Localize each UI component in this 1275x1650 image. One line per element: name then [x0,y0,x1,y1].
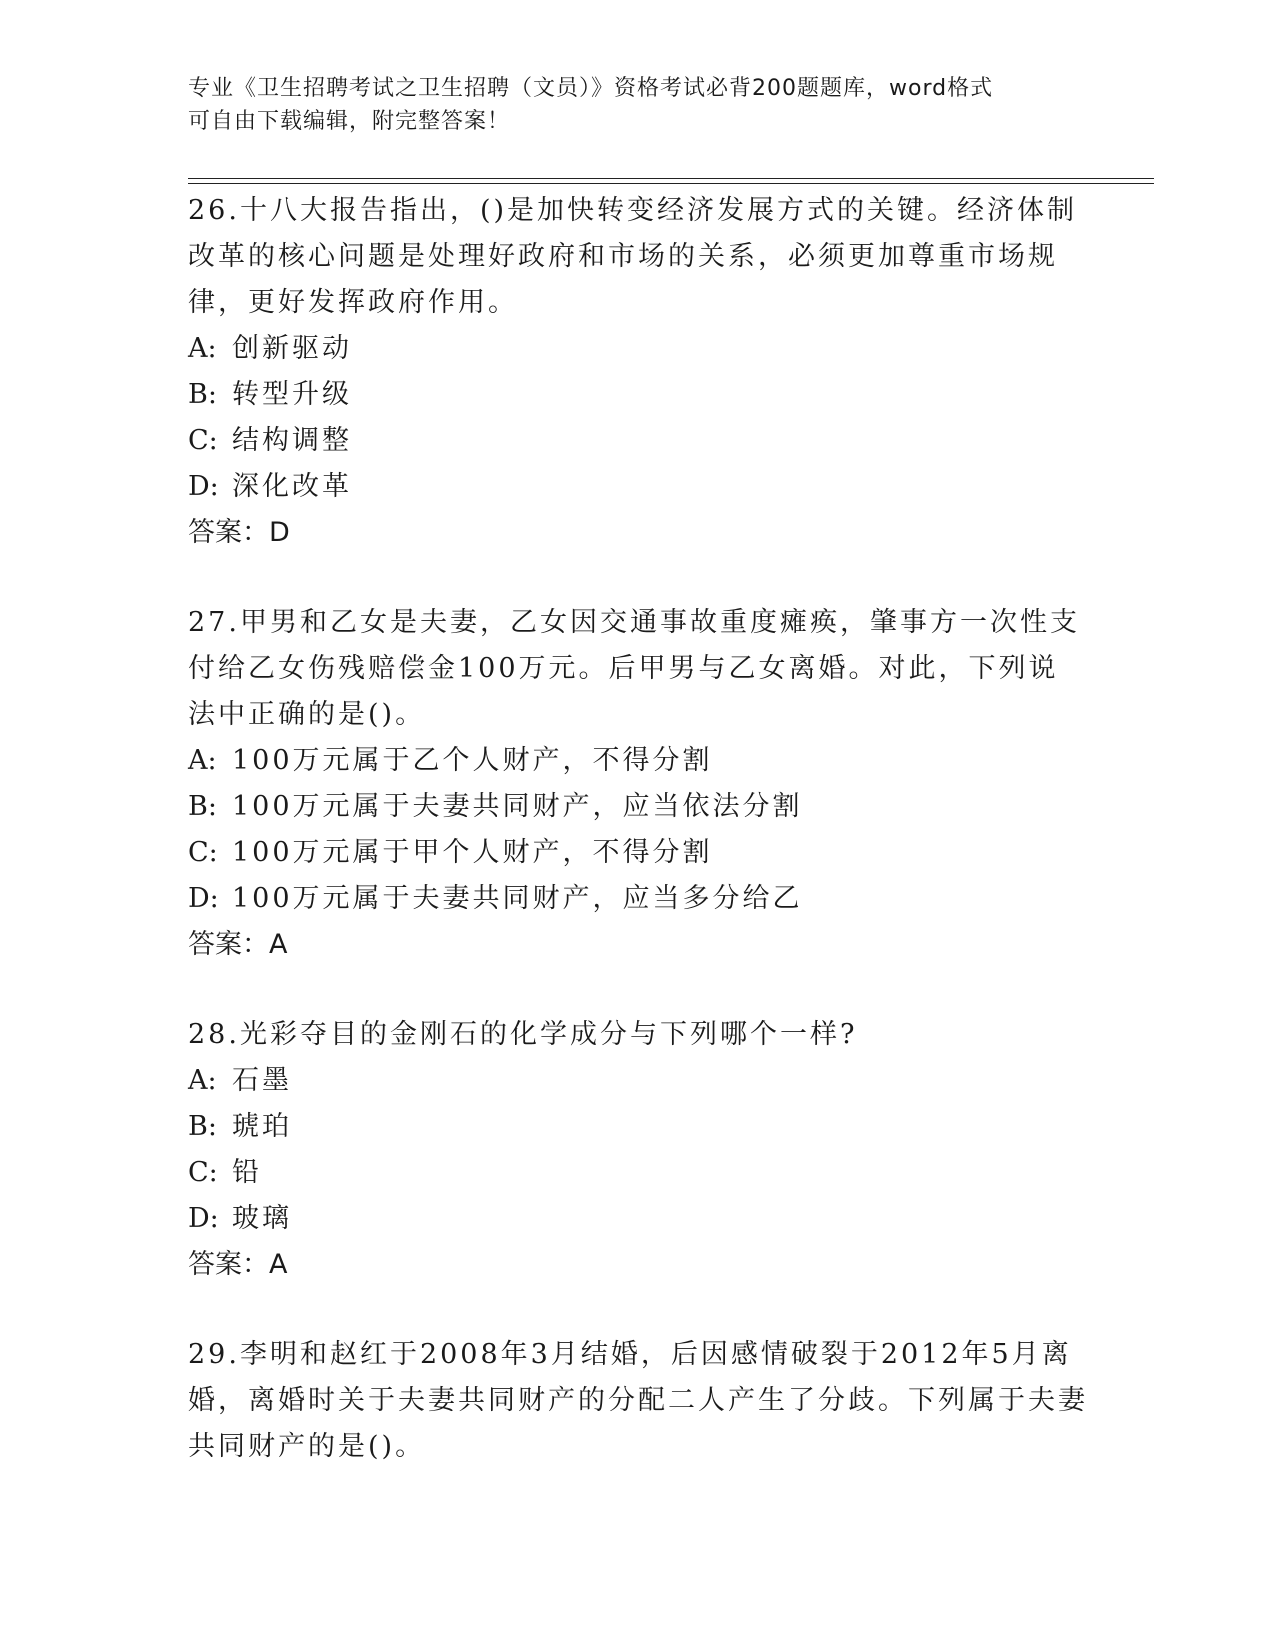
question-list [188,188,1088,1514]
option-text: 100万元属于夫妻共同财产，应当依法分割 [232,791,803,822]
option-a [188,326,1088,372]
option-text: 深化改革 [232,471,352,502]
answer-label: 答案：A [188,929,288,960]
option-text: 铅 [232,1157,262,1188]
option-letter: D: [188,883,219,914]
answer-label: 答案：D [188,517,290,548]
option-letter: D: [188,471,219,502]
option-letter: A: [188,1065,217,1096]
option-d [188,464,1088,510]
option-a [188,738,1088,784]
option-b [188,1104,1088,1150]
option-d [188,1196,1088,1242]
option-b [188,784,1088,830]
option-text: 100万元属于乙个人财产，不得分割 [232,745,713,776]
question-text: 26.十八大报告指出，()是加快转变经济发展方式的关键。经济体制改革的核心问题是处理好政府和市场的关系，必须更加尊重市场规律，更好发挥政府作用。 [188,195,1078,318]
answer-label: 答案：A [188,1249,288,1280]
option-letter: A: [188,745,217,776]
option-c [188,830,1088,876]
option-text: 石墨 [232,1065,292,1096]
option-letter: B: [188,379,217,410]
document-header [188,72,1068,138]
question-text: 29.李明和赵红于2008年3月结婚，后因感情破裂于2012年5月离婚，离婚时关于夫妻共同财产的分配二人产生了分歧。下列属于夫妻共同财产的是()。 [188,1339,1088,1462]
option-text: 结构调整 [232,425,352,456]
option-c [188,418,1088,464]
option-text: 琥珀 [232,1111,292,1142]
option-a [188,1058,1088,1104]
option-letter: C: [188,425,218,456]
question-text: 28.光彩夺目的金刚石的化学成分与下列哪个一样? [188,1019,858,1050]
option-text: 玻璃 [232,1203,292,1234]
header-line-1: 专业《卫生招聘考试之卫生招聘（文员）》资格考试必背200题题库，word格式 [188,76,994,101]
option-letter: B: [188,791,217,822]
option-letter: C: [188,1157,218,1188]
option-text: 100万元属于夫妻共同财产，应当多分给乙 [232,883,803,914]
question-29 [188,1332,1088,1470]
question-text: 27.甲男和乙女是夫妻，乙女因交通事故重度瘫痪，肇事方一次性支付给乙女伤残赔偿金100万元。后甲男与乙女离婚。对此，下列说法中正确的是()。 [188,607,1080,730]
option-text: 100万元属于甲个人财产，不得分割 [232,837,713,868]
header-line-2: 可自由下载编辑，附完整答案！ [188,109,511,134]
option-text: 转型升级 [232,379,352,410]
header-divider-bottom [188,183,1154,184]
option-letter: D: [188,1203,219,1234]
option-letter: C: [188,837,218,868]
question-28 [188,1012,1088,1288]
option-d [188,876,1088,922]
option-c [188,1150,1088,1196]
question-26 [188,188,1088,556]
header-divider-top [188,178,1154,179]
question-27 [188,600,1088,968]
option-text: 创新驱动 [232,333,352,364]
option-b [188,372,1088,418]
option-letter: A: [188,333,217,364]
option-letter: B: [188,1111,217,1142]
